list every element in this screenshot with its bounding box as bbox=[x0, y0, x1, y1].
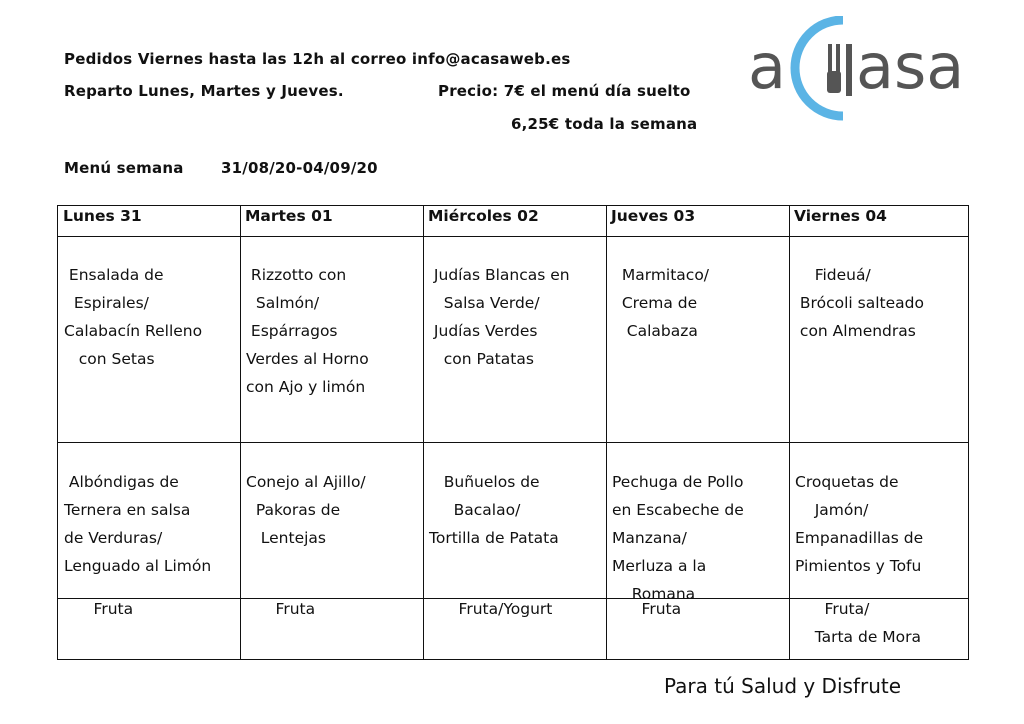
menu-cell-dessert bbox=[246, 595, 315, 623]
dish-line: Fruta bbox=[64, 600, 134, 618]
dish-line: con Ajo y limón bbox=[246, 378, 366, 396]
weekly-menu-table bbox=[57, 205, 969, 660]
dish-line: Pimientos y Tofu bbox=[795, 557, 922, 575]
menu-week-dates: 31/08/20-04/09/20 bbox=[221, 159, 378, 177]
day-header: Jueves 03 bbox=[611, 207, 696, 225]
dish-line: Tortilla de Patata bbox=[429, 529, 559, 547]
column-divider bbox=[240, 206, 241, 659]
dish-line: Judías Blancas en bbox=[429, 266, 570, 284]
menu-cell-second bbox=[795, 468, 923, 580]
dish-line: Fruta/Yogurt bbox=[429, 600, 553, 618]
svg-text:a: a bbox=[748, 30, 786, 103]
menu-cell-second bbox=[246, 468, 366, 552]
dish-line: Lenguado al Limón bbox=[64, 557, 212, 575]
dish-line: Manzana/ bbox=[612, 529, 687, 547]
dish-line: Conejo al Ajillo/ bbox=[246, 473, 366, 491]
menu-cell-second bbox=[612, 468, 744, 608]
dish-line: Tarta de Mora bbox=[795, 628, 922, 646]
dish-line: Rizzotto con bbox=[246, 266, 347, 284]
dish-line: Pechuga de Pollo bbox=[612, 473, 744, 491]
price-weekly: 6,25€ toda la semana bbox=[511, 115, 698, 133]
menu-week-label: Menú semana bbox=[64, 159, 184, 177]
menu-cell-dessert bbox=[64, 595, 133, 623]
dish-line: Calabaza bbox=[612, 322, 698, 340]
dish-line: Ensalada de bbox=[64, 266, 164, 284]
dish-line: Pakoras de bbox=[246, 501, 341, 519]
dish-line: Lentejas bbox=[246, 529, 326, 547]
dish-line: Espirales/ bbox=[64, 294, 149, 312]
dish-line: Espárragos bbox=[246, 322, 338, 340]
menu-cell-first bbox=[612, 261, 709, 345]
dish-line: Fideuá/ bbox=[795, 266, 871, 284]
column-divider bbox=[789, 206, 790, 659]
acasa-logo bbox=[748, 16, 993, 121]
menu-cell-dessert bbox=[429, 595, 552, 623]
dish-line: Ternera en salsa bbox=[64, 501, 191, 519]
dish-line: Romana bbox=[612, 585, 696, 603]
dish-line: Calabacín Relleno bbox=[64, 322, 203, 340]
order-info: Pedidos Viernes hasta las 12h al correo info@acasaweb.es bbox=[64, 50, 571, 68]
menu-cell-first bbox=[795, 261, 924, 345]
row-divider bbox=[58, 236, 968, 237]
footer-slogan: Para tú Salud y Disfrute bbox=[664, 674, 902, 698]
menu-cell-first bbox=[246, 261, 369, 401]
dish-line: Fruta bbox=[246, 600, 316, 618]
dish-line: Merluza a la bbox=[612, 557, 707, 575]
dish-line: con Almendras bbox=[795, 322, 916, 340]
dish-line: Fruta/ bbox=[795, 600, 870, 618]
svg-text:asa: asa bbox=[856, 30, 965, 103]
day-header: Lunes 31 bbox=[63, 207, 142, 225]
dish-line: Salmón/ bbox=[246, 294, 320, 312]
dish-line: Verdes al Horno bbox=[246, 350, 369, 368]
menu-cell-dessert bbox=[612, 595, 681, 623]
dish-line: Bacalao/ bbox=[429, 501, 521, 519]
dish-line: de Verduras/ bbox=[64, 529, 163, 547]
menu-cell-first bbox=[64, 261, 202, 373]
day-header: Martes 01 bbox=[245, 207, 333, 225]
price-daily: Precio: 7€ el menú día suelto bbox=[438, 82, 691, 100]
day-header: Miércoles 02 bbox=[428, 207, 539, 225]
dish-line: Marmitaco/ bbox=[612, 266, 710, 284]
menu-cell-first bbox=[429, 261, 570, 373]
day-header: Viernes 04 bbox=[794, 207, 887, 225]
column-divider bbox=[423, 206, 424, 659]
dish-line: Salsa Verde/ bbox=[429, 294, 540, 312]
row-divider bbox=[58, 442, 968, 443]
dish-line: Albóndigas de bbox=[64, 473, 179, 491]
menu-cell-dessert bbox=[795, 595, 921, 651]
dish-line: con Patatas bbox=[429, 350, 534, 368]
dish-line: Fruta bbox=[612, 600, 682, 618]
dish-line: Buñuelos de bbox=[429, 473, 540, 491]
dish-line: Empanadillas de bbox=[795, 529, 924, 547]
menu-cell-second bbox=[64, 468, 211, 580]
column-divider bbox=[606, 206, 607, 659]
dish-line: Jamón/ bbox=[795, 501, 869, 519]
dish-line: Croquetas de bbox=[795, 473, 899, 491]
menu-cell-second bbox=[429, 468, 559, 552]
dish-line: Judías Verdes bbox=[429, 322, 538, 340]
delivery-info: Reparto Lunes, Martes y Jueves. bbox=[64, 82, 344, 100]
dish-line: con Setas bbox=[64, 350, 155, 368]
dish-line: Brócoli salteado bbox=[795, 294, 924, 312]
dish-line: en Escabeche de bbox=[612, 501, 744, 519]
dish-line: Crema de bbox=[612, 294, 698, 312]
